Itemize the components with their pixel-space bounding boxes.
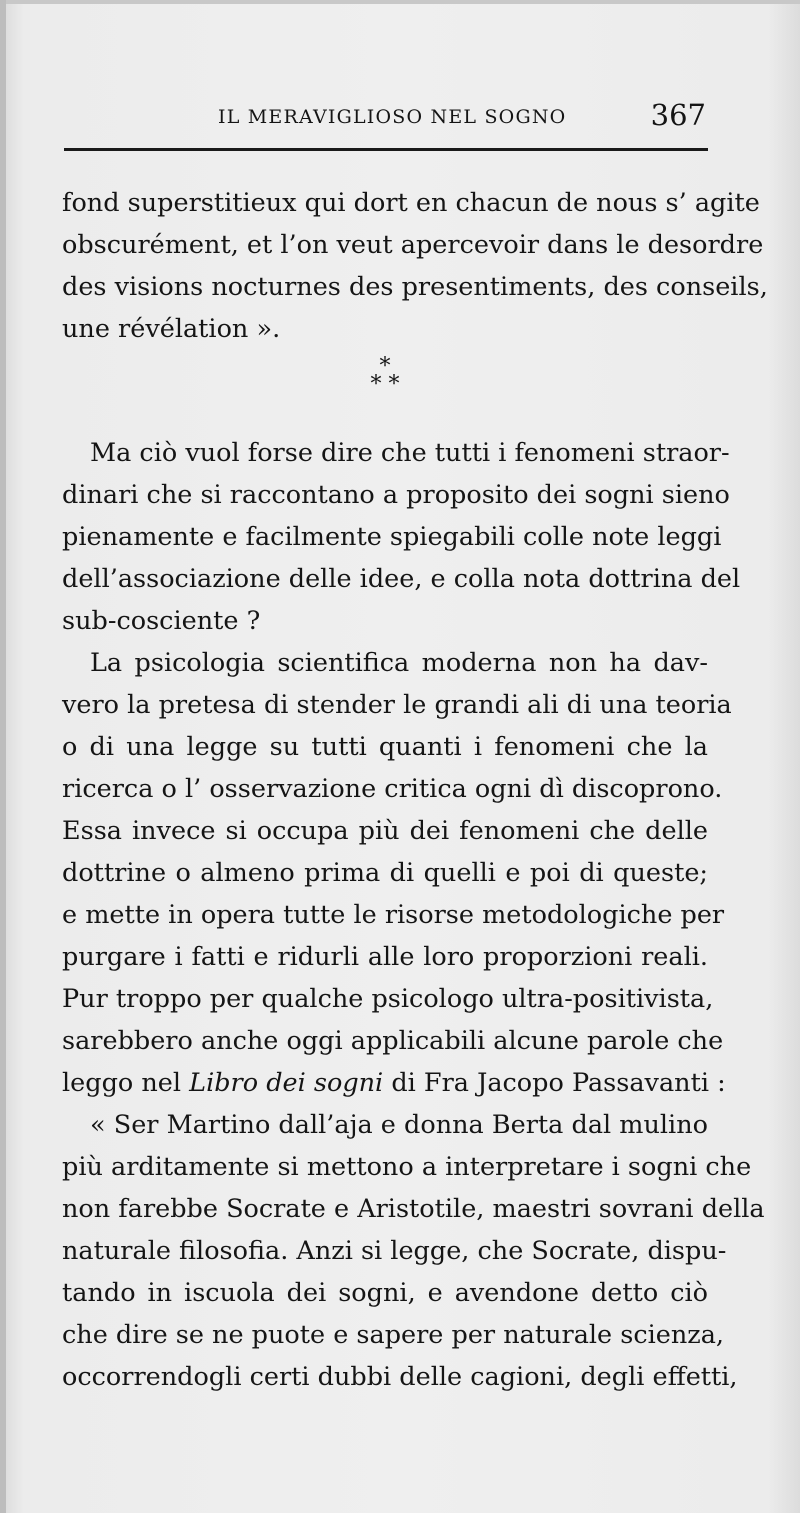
text-line-3: des visions nocturnes des presentiments, des conseils, xyxy=(62,272,768,302)
quote-line-2: più arditamente si mettono a interpretare i sogni che xyxy=(62,1152,752,1182)
book-title-italic: Libro dei sogni xyxy=(189,1068,384,1098)
text-line-10: La psicologia scientifica moderna non ha dav- xyxy=(90,648,708,678)
text-line-20-tail: di Fra Jacopo Passavanti : xyxy=(391,1068,726,1098)
text-line-9: sub-cosciente ? xyxy=(62,606,261,636)
quote-line-4: naturale filosofia. Anzi si legge, che Socrate, dispu- xyxy=(62,1236,727,1266)
text-line-11: vero la pretesa di stender le grandi ali di una teoria xyxy=(62,690,732,720)
text-line-8: dell’associazione delle idee, e colla nota dottrina del xyxy=(62,564,741,594)
quote-line-3: non farebbe Socrate e Aristotile, maestri sovrani della xyxy=(62,1194,765,1224)
text-line-17: purgare i fatti e ridurli alle loro proporzioni reali. xyxy=(62,942,708,972)
quote-line-6: che dire se ne puote e sapere per naturale scienza, xyxy=(62,1320,725,1350)
text-line-2: obscurément, et l’on veut apercevoir dans le desordre xyxy=(62,230,764,260)
quote-line-7: occorrendogli certi dubbi delle cagioni, degli effetti, xyxy=(62,1362,738,1392)
asterism-bottom: * * xyxy=(370,372,400,397)
text-line-16: e mette in opera tutte le risorse metodologiche per xyxy=(62,900,725,930)
section-asterism xyxy=(360,354,410,406)
text-line-7: pienamente e facilmente spiegabili colle note leggi xyxy=(62,522,722,552)
left-page-edge xyxy=(0,0,6,1513)
text-line-6: dinari che si raccontano a proposito dei sogni sieno xyxy=(62,480,730,510)
text-line-15: dottrine o almeno prima di quelli e poi di queste; xyxy=(62,858,708,888)
quote-line-5: tando in iscuola dei sogni, e avendone detto ciò xyxy=(62,1278,708,1308)
text-line-14: Essa invece si occupa più dei fenomeni che delle xyxy=(62,816,708,846)
running-title: IL MERAVIGLIOSO NEL SOGNO xyxy=(218,106,567,128)
text-line-19: sarebbero anche oggi applicabili alcune parole che xyxy=(62,1026,724,1056)
text-line-4: une révélation ». xyxy=(62,314,281,344)
asterism-top: * xyxy=(379,354,391,379)
top-page-edge xyxy=(0,0,800,4)
text-line-1: fond superstitieux qui dort en chacun de nous s’ agite xyxy=(62,188,760,218)
header-rule xyxy=(64,148,708,151)
page-number: 367 xyxy=(650,98,706,132)
text-line-13: ricerca o l’ osservazione critica ogni dì discoprono. xyxy=(62,774,723,804)
running-head xyxy=(62,96,708,144)
text-line-12: o di una legge su tutti quanti i fenomeni che la xyxy=(62,732,708,762)
text-line-5: Ma ciò vuol forse dire che tutti i fenomeni straor- xyxy=(90,438,730,468)
text-line-18: Pur troppo per qualche psicologo ultra-positivista, xyxy=(62,984,714,1014)
text-line-20 xyxy=(62,1063,726,1103)
quote-line-1: « Ser Martino dall’aja e donna Berta dal mulino xyxy=(90,1110,708,1140)
text-line-20-lead: leggo nel xyxy=(62,1068,182,1098)
